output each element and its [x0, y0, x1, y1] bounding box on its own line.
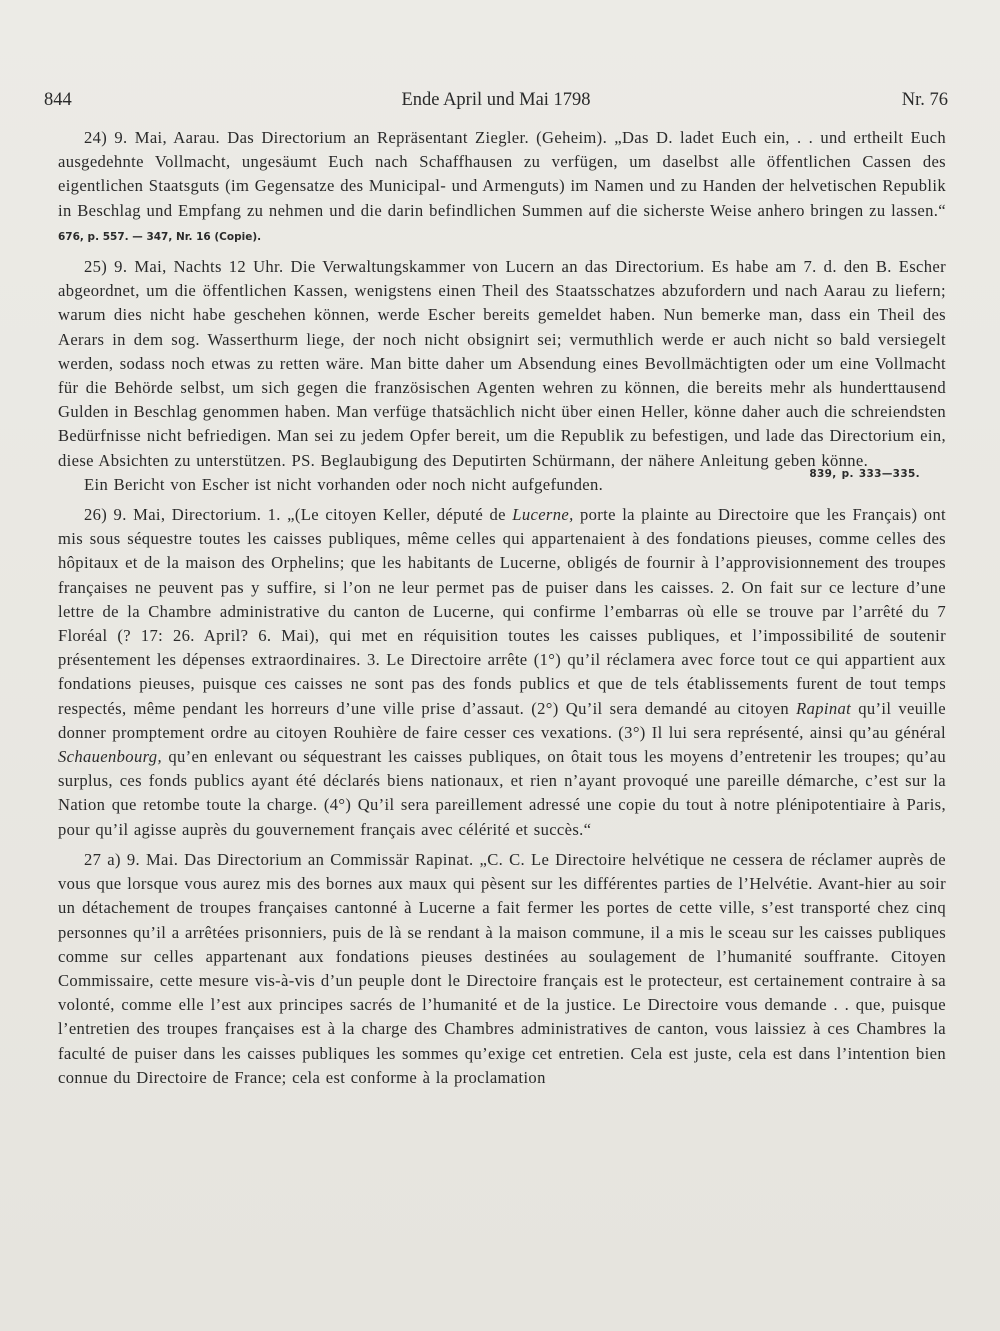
entry-25-text: 25) 9. Mai, Nachts 12 Uhr. Die Verwaltungskammer von Lucern an das Directorium. Es habe am 7. d. den B. Escher abgeordnet, um die öffentlichen Kassen, wenigstens einen Theil des Staatsschatzes abzufordern und nach Aarau zu liefern; warum dies nicht habe geschehen können, werde Escher bereits gemeldet haben. Nun bemerke man, dass ein Theil des Aerars in dem sog. Wasserthurm liege, der noch nicht obsignirt sei; vermuthlich werde er auch nicht so bald versiegelt werden, sodass noch etwas zu retten wäre. Man bitte daher um Absendung eines Bevollmächtigten oder um eine Vollmacht für die Behörde selbst, um sich gegen die französischen Agenten wehren zu können, die bereits mehr als hunderttausend Gulden in Beschlag genommen haben. Man verfüge thatsächlich nicht über einen Heller, könne daher auch die schreiendsten Bedürfnisse nicht befriedigen. Man sei zu jedem Opfer bereit, um die Republik zu befestigen, und lade das Directorium ein, diese Absichten zu unterstützen. PS. Beglaubigung des Deputirten Schürmann, der nähere Anleitung geben könne.: [58, 257, 946, 470]
entry-27a: [58, 848, 946, 1090]
entry-25-note: Ein Bericht von Escher ist nicht vorhanden oder noch nicht aufgefunden.: [84, 474, 604, 494]
entry-26-text-2: porte la plainte au Directoire que les Français) ont mis sous séquestre toutes les caisses publiques, même celles qui appartenaient à des fondations pieuses, comme celles des hôpitaux et de la maison des Orphelins; que les habitants de Lucerne, obligés de fournir à l’approvisionnement des troupes françaises ne peuvent pas y suffire, si l’on ne leur permet pas de puiser dans les caisses. 2. On fait sur ce lecture d’une lettre de la Chambre administrative du canton de Lucerne, qui confirme l’embarras où elle se trouve par l’arrêté du 7 Floréal (? 17: 26. April? 6. Mai), qui met en réquisition toutes les caisses publiques, et l’impossibilité de soutenir présentement les dépenses extraordinaires. 3. Le Directoire arrête (1°) qu’il réclamera avec force tout ce qui appartient aux fondations pieuses, puisque ces caisses ne sont pas des fonds publics et que de tels établissements furent de tout temps respectés, même pendant les horreurs d’une ville prise d’assaut. (2°) Qu’il sera demandé au citoyen: [58, 505, 946, 718]
entry-26-text-1: 26) 9. Mai, Directorium. 1. „(Le citoyen Keller, député de: [84, 505, 513, 525]
page-header: [44, 90, 948, 120]
page-body: [58, 126, 946, 1096]
document-number: Nr. 76: [901, 90, 948, 110]
entry-24-text: 24) 9. Mai, Aarau. Das Directorium an Repräsentant Ziegler. (Geheim). „Das D. ladet Euch ein, . . und ertheilt Euch ausgedehnte Vollmacht, ungesäumt Euch nach Schaffhausen zu verfügen, um daselbst alle öffentlichen Cassen des eigentlichen Staatsguts (im Gegensatze des Municipal- und Armenguts) im Namen und zu Handen der helvetischen Republik in Beschlag und Empfang zu nehmen und die darin befindlichen Summen auf die sicherste Weise anhero bringen zu lassen.“: [58, 128, 946, 220]
entry-26: [58, 503, 946, 842]
entry-24: [58, 126, 946, 249]
page-number: 844: [44, 90, 72, 110]
entry-26-lucerne: Lucerne,: [512, 505, 574, 525]
running-title: Ende April und Mai 1798: [401, 90, 591, 110]
entry-26-text-3: qu’il veuille donner promptement ordre au citoyen Rouhière de faire cesser ces vexations. (3°) Il lui sera représenté, ainsi qu’au général: [58, 698, 946, 742]
entry-25-reference: 839, p. 333—335.: [809, 467, 920, 480]
entry-27a-text: 27 a) 9. Mai. Das Directorium an Commissär Rapinat. „C. C. Le Directoire helvétique ne cessera de réclamer auprès de vous que lorsque vous aurez mis des bornes aux maux qui pèsent sur les différentes parties de l’Helvétie. Avant-hier au soir un détachement de troupes françaises cantonné à Lucerne a fait fermer les portes de cette ville, s’est transporté chez cinq personnes qu’il a arrêtées prisonniers, puis de là se rendant à la maison commune, il a mis le sceau sur les caisses publiques comme sur celles appartenant aux fondations pieuses destinées au soulagement de l’humanité souffrante. Citoyen Commissaire, cette mesure vis-à-vis d’un peuple dont le Directoire français est le protecteur, est certainement contraire à sa volonté, comme elle l’est aux principes sacrés de l’humanité et de la justice. Le Directoire vous demande . . que, puisque l’entretien des troupes françaises est à la charge des Chambres administratives de canton, vous laissiez à ces Chambres la faculté de puiser dans les caisses publiques les sommes qu’exige cet entretien. Cela est juste, cela est dans l’intention bien connue du Directoire de France; cela est conforme à la proclamation: [58, 849, 946, 1087]
entry-24-reference: 676, p. 557. — 347, Nr. 16 (Copie).: [58, 230, 262, 243]
entry-26-text-4: qu’en enlevant ou séquestrant les caisses publiques, on ôtait tous les moyens d’entretenir les troupes; qu’au surplus, ces fonds publics ayant été déclarés biens nationaux, et rien n’ayant provoqué une pareille démarche, c’est sur la Nation que retombe toute la charge. (4°) Qu’il sera pareillement adressé une copie du tout à notre plénipotentiaire à Paris, pour qu’il agisse auprès du gouvernement français avec célérité et succès.“: [58, 747, 946, 839]
entry-26-schauenbourg: Schauenbourg,: [58, 747, 162, 767]
entry-26-rapinat: Rapinat: [796, 698, 852, 718]
entry-25: [58, 255, 946, 473]
